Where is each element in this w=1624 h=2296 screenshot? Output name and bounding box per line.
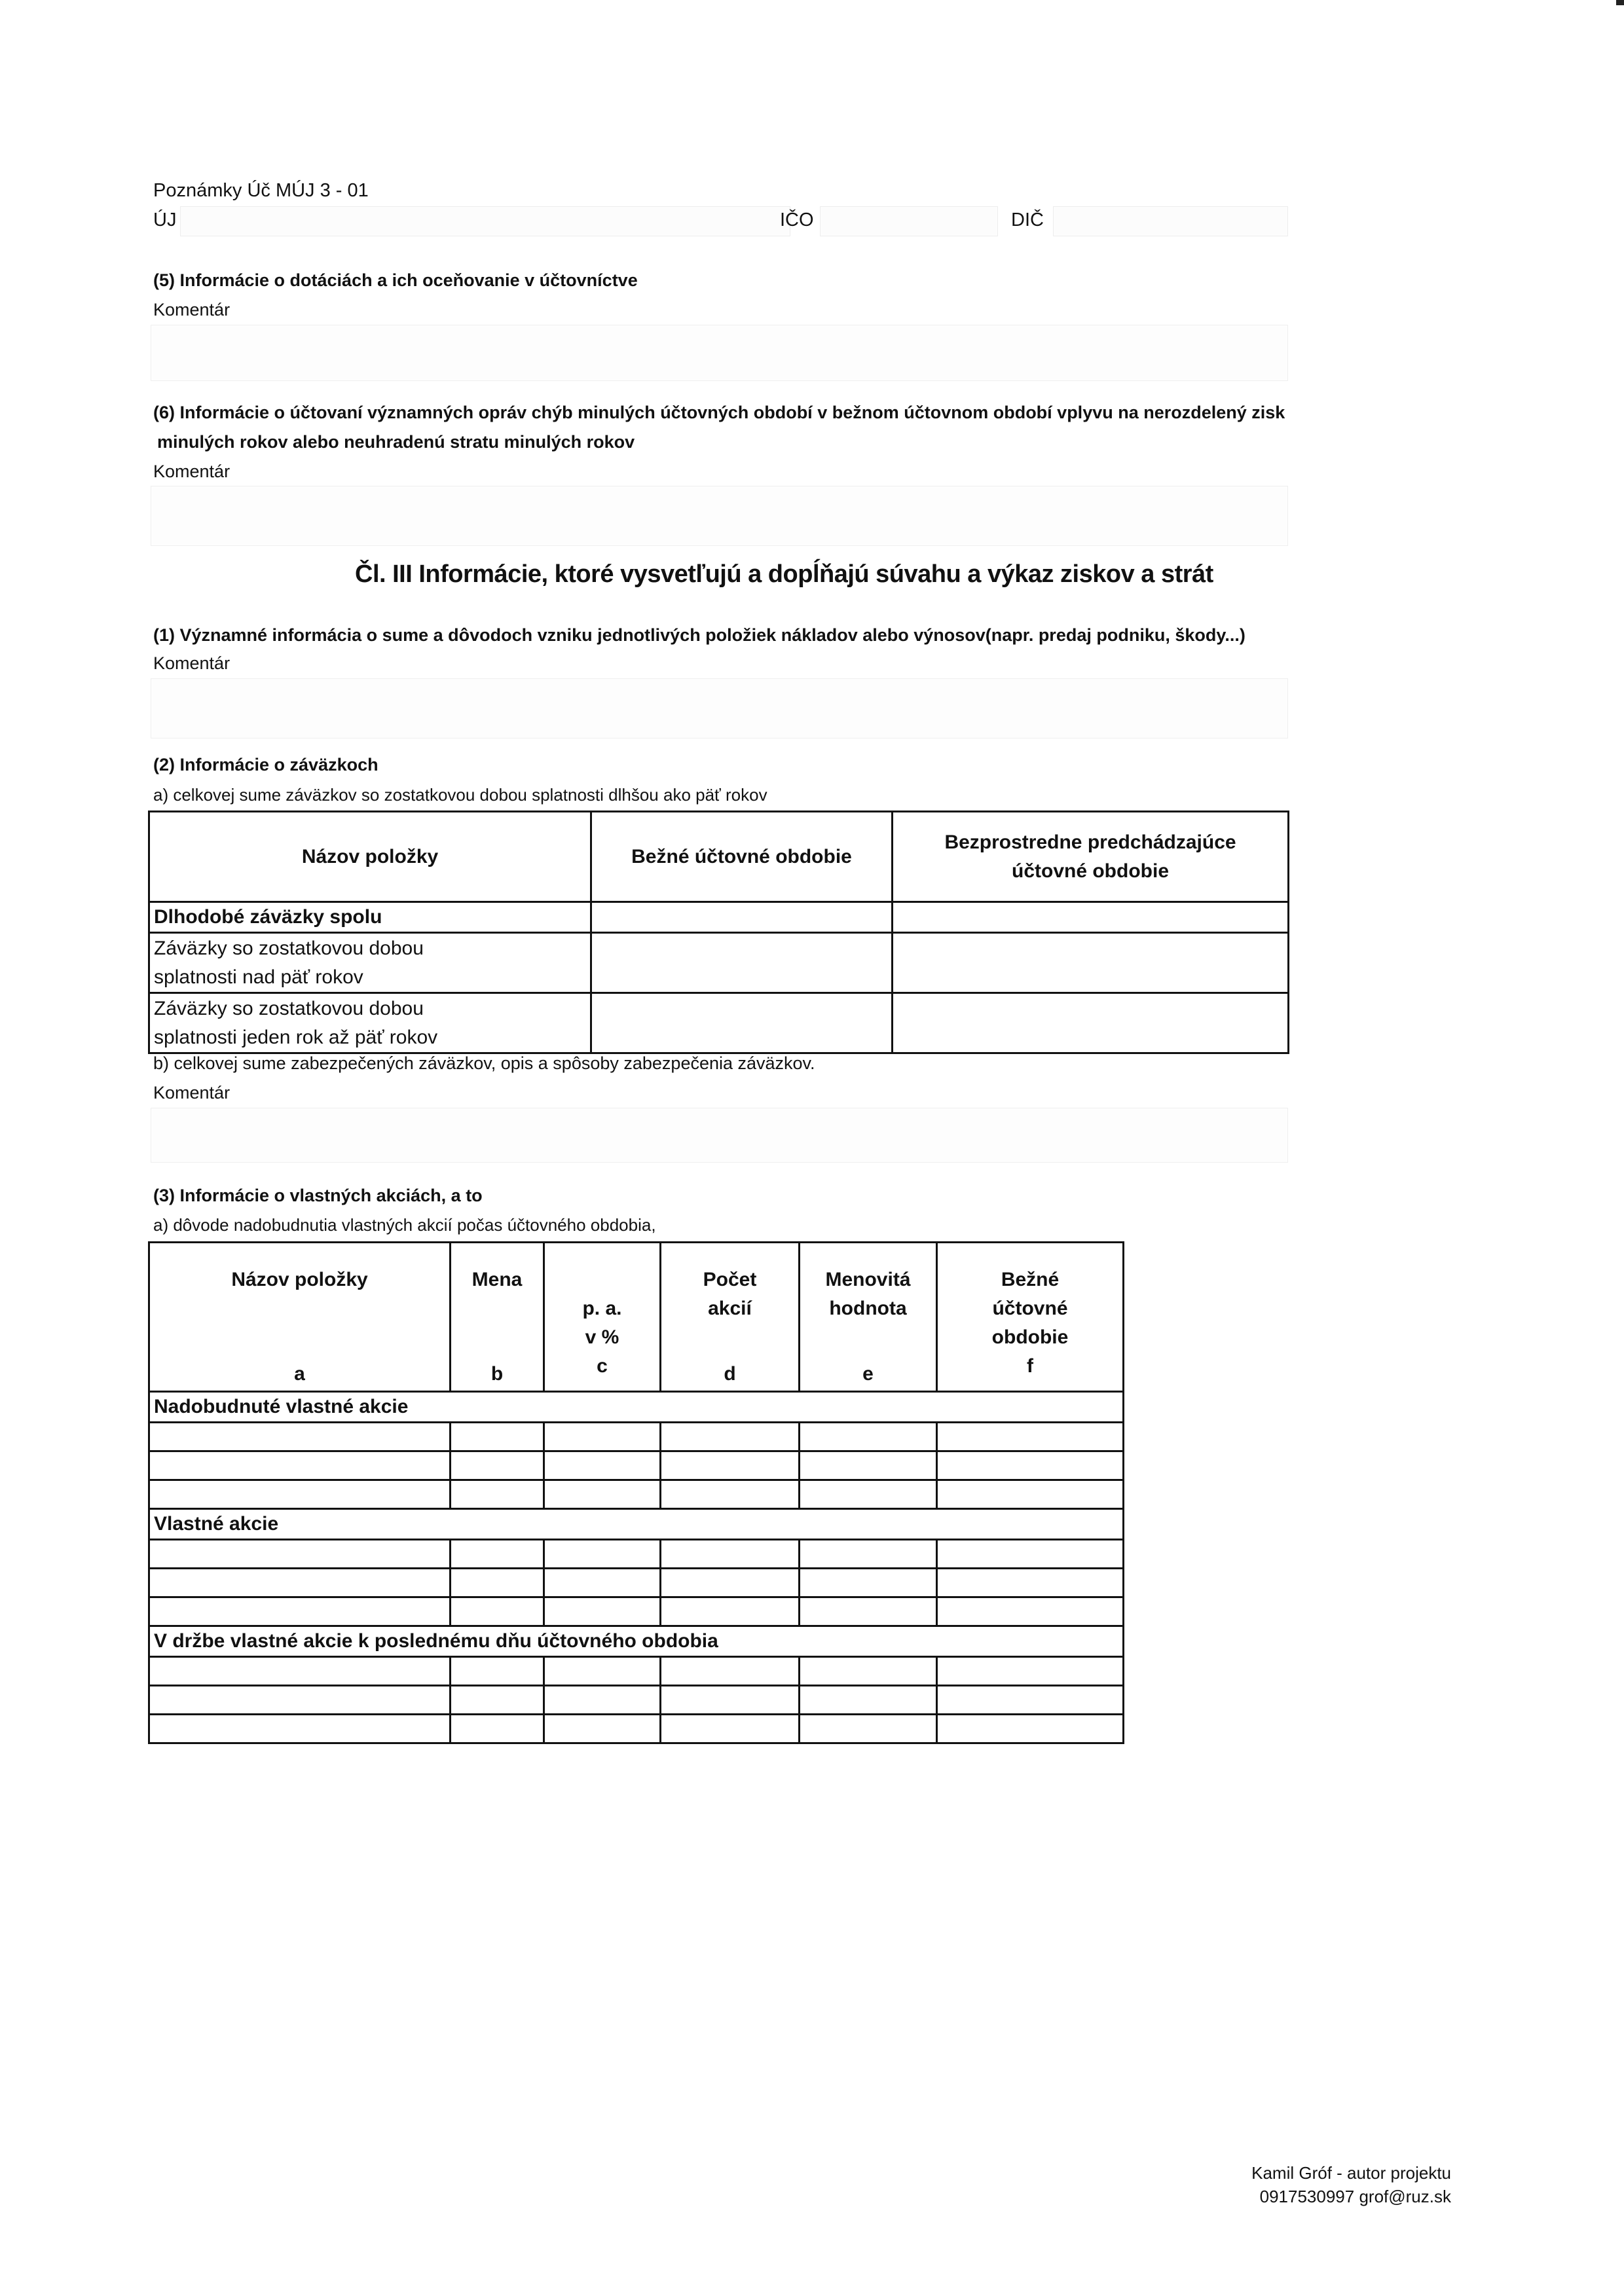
liabilities-header-row	[149, 812, 1289, 902]
previous-period-cell[interactable]	[893, 933, 1289, 993]
col-d-header	[661, 1243, 800, 1392]
section-row-held	[149, 1626, 1124, 1657]
cell-c[interactable]	[544, 1540, 661, 1569]
cell-d[interactable]	[661, 1657, 800, 1686]
cell-f[interactable]	[937, 1451, 1124, 1480]
scan-edge-mark	[1616, 0, 1624, 5]
cell-f[interactable]	[937, 1657, 1124, 1686]
cell-d[interactable]	[661, 1423, 800, 1451]
table-row	[149, 1540, 1124, 1569]
cell-c[interactable]	[544, 1480, 661, 1509]
cell-b[interactable]	[451, 1597, 544, 1626]
cell-a[interactable]	[149, 1451, 451, 1480]
dic-input[interactable]	[1053, 206, 1288, 236]
sec6-comment-label: Komentár	[153, 462, 231, 481]
cell-c[interactable]	[544, 1451, 661, 1480]
liabilities-col-name: Názov položky	[149, 812, 591, 902]
col-f-header	[937, 1243, 1124, 1392]
cell-e[interactable]	[800, 1480, 937, 1509]
col-b-letter: b	[490, 1363, 504, 1385]
cell-c[interactable]	[544, 1597, 661, 1626]
cell-e[interactable]	[800, 1686, 937, 1715]
cell-b[interactable]	[451, 1480, 544, 1509]
sec5-comment-label: Komentár	[153, 300, 231, 319]
cell-e[interactable]	[800, 1569, 937, 1597]
table-row	[149, 1480, 1124, 1509]
cell-a[interactable]	[149, 1715, 451, 1743]
previous-period-cell[interactable]	[893, 993, 1289, 1053]
liabilities-table	[148, 811, 1289, 1054]
ico-label: IČO	[780, 210, 814, 230]
cell-d[interactable]	[661, 1451, 800, 1480]
col-c-title-1: p. a.	[582, 1298, 622, 1319]
cell-e[interactable]	[800, 1597, 937, 1626]
cell-e[interactable]	[800, 1423, 937, 1451]
section-label-acquired: Nadobudnuté vlastné akcie	[149, 1392, 1124, 1423]
own-shares-table	[148, 1241, 1124, 1744]
cell-d[interactable]	[661, 1686, 800, 1715]
cell-b[interactable]	[451, 1451, 544, 1480]
uj-label: ÚJ	[153, 210, 177, 230]
sec2-comment-label: Komentár	[153, 1083, 231, 1102]
table-row	[149, 1597, 1124, 1626]
col-c-header	[544, 1243, 661, 1392]
sec1-comment-label: Komentár	[153, 653, 231, 673]
footer-author: Kamil Gróf - autor projektu	[1251, 2163, 1451, 2183]
col-f-title-2: účtovné	[992, 1298, 1068, 1319]
cell-b[interactable]	[451, 1423, 544, 1451]
cell-a[interactable]	[149, 1423, 451, 1451]
sec2-sub-a: a) celkovej sume záväzkov so zostatkovou dobou splatnosti dlhšou ako päť rokov	[153, 785, 767, 805]
cell-d[interactable]	[661, 1480, 800, 1509]
sec6-comment-box[interactable]	[151, 486, 1288, 546]
col-d-letter: d	[724, 1363, 736, 1385]
cell-e[interactable]	[800, 1451, 937, 1480]
row-label: Záväzky so zostatkovou dobou splatnosti nad päť rokov	[149, 933, 591, 993]
cell-c[interactable]	[544, 1686, 661, 1715]
cell-f[interactable]	[937, 1597, 1124, 1626]
col-e-title-1: Menovitá	[825, 1269, 911, 1290]
col-e-header	[800, 1243, 937, 1392]
col-f-title-3: obdobie	[991, 1326, 1069, 1348]
cell-d[interactable]	[661, 1597, 800, 1626]
col-b-header	[451, 1243, 544, 1392]
article3-heading: Čl. III Informácie, ktoré vysvetľujú a dopĺňajú súvahu a výkaz ziskov a strát	[355, 560, 1213, 588]
table-row	[149, 1423, 1124, 1451]
current-period-cell[interactable]	[591, 993, 893, 1053]
cell-b[interactable]	[451, 1569, 544, 1597]
sec2-sub-b: b) celkovej sume zabezpečených záväzkov, opis a spôsoby zabezpečenia záväzkov.	[153, 1053, 815, 1073]
cell-a[interactable]	[149, 1540, 451, 1569]
sec6-title-line2: minulých rokov alebo neuhradenú stratu minulých rokov	[157, 432, 635, 452]
cell-d[interactable]	[661, 1715, 800, 1743]
cell-e[interactable]	[800, 1657, 937, 1686]
row-label: Dlhodobé záväzky spolu	[149, 902, 591, 933]
col-e-title-2: hodnota	[829, 1298, 907, 1319]
cell-a[interactable]	[149, 1480, 451, 1509]
footer-contact: 0917530997 grof@ruz.sk	[1259, 2187, 1451, 2206]
cell-d[interactable]	[661, 1540, 800, 1569]
col-c-title-2: v %	[585, 1326, 619, 1348]
own-shares-header-row	[149, 1243, 1124, 1392]
cell-a[interactable]	[149, 1569, 451, 1597]
section-row-acquired	[149, 1392, 1124, 1423]
row-label: Záväzky so zostatkovou dobou splatnosti jeden rok až päť rokov	[149, 993, 591, 1053]
table-row	[149, 1451, 1124, 1480]
dic-label: DIČ	[1011, 210, 1044, 230]
cell-f[interactable]	[937, 1423, 1124, 1451]
cell-b[interactable]	[451, 1686, 544, 1715]
col-a-title: Názov položky	[231, 1269, 368, 1290]
cell-b[interactable]	[451, 1657, 544, 1686]
table-row	[149, 1715, 1124, 1743]
cell-f[interactable]	[937, 1480, 1124, 1509]
sec1-comment-box[interactable]	[151, 678, 1288, 738]
col-d-title-2: akcií	[708, 1298, 752, 1319]
ico-input[interactable]	[820, 206, 998, 236]
table-row	[149, 993, 1289, 1053]
uj-input[interactable]	[180, 206, 790, 236]
cell-c[interactable]	[544, 1569, 661, 1597]
cell-f[interactable]	[937, 1569, 1124, 1597]
col-f-title-1: Bežné	[1001, 1269, 1060, 1290]
liabilities-col-previous: Bezprostredne predchádzajúce účtovné obdobie	[893, 812, 1289, 902]
col-e-letter: e	[862, 1363, 874, 1385]
table-row	[149, 1686, 1124, 1715]
sec6-title-line1: (6) Informácie o účtovaní významných opráv chýb minulých účtovných období v bežnom účtovnom období vplyvu na nerozdelený zisk	[153, 403, 1285, 422]
cell-e[interactable]	[800, 1715, 937, 1743]
cell-b[interactable]	[451, 1715, 544, 1743]
cell-a[interactable]	[149, 1686, 451, 1715]
col-a-header	[149, 1243, 451, 1392]
cell-f[interactable]	[937, 1540, 1124, 1569]
cell-f[interactable]	[937, 1686, 1124, 1715]
sec5-comment-box[interactable]	[151, 325, 1288, 381]
sec1-title: (1) Významné informácia o sume a dôvodoch vzniku jednotlivých položiek nákladov alebo výnosov(napr. predaj podniku, škody...)	[153, 625, 1246, 645]
table-row	[149, 902, 1289, 933]
col-c-letter: c	[597, 1355, 608, 1377]
table-row	[149, 1569, 1124, 1597]
section-row-own	[149, 1509, 1124, 1540]
form-title: Poznámky Úč MÚJ 3 - 01	[153, 180, 369, 201]
sec2-comment-box[interactable]	[151, 1108, 1288, 1163]
section-label-own: Vlastné akcie	[149, 1509, 1124, 1540]
cell-d[interactable]	[661, 1569, 800, 1597]
cell-a[interactable]	[149, 1657, 451, 1686]
sec3-title: (3) Informácie o vlastných akciách, a to	[153, 1186, 483, 1205]
sec5-title: (5) Informácie o dotáciách a ich oceňovanie v účtovníctve	[153, 270, 638, 290]
liabilities-col-current: Bežné účtovné obdobie	[591, 812, 893, 902]
col-a-letter: a	[294, 1363, 305, 1385]
current-period-cell[interactable]	[591, 933, 893, 993]
table-row	[149, 1657, 1124, 1686]
cell-e[interactable]	[800, 1540, 937, 1569]
sec2-title: (2) Informácie o záväzkoch	[153, 755, 378, 774]
cell-a[interactable]	[149, 1597, 451, 1626]
section-label-held: V držbe vlastné akcie k poslednému dňu účtovného obdobia	[149, 1626, 1124, 1657]
col-b-title: Mena	[471, 1269, 523, 1290]
col-f-letter: f	[1027, 1355, 1033, 1377]
cell-c[interactable]	[544, 1423, 661, 1451]
previous-period-cell[interactable]	[893, 902, 1289, 933]
current-period-cell[interactable]	[591, 902, 893, 933]
sec3-sub-a: a) dôvode nadobudnutia vlastných akcií počas účtovného obdobia,	[153, 1215, 656, 1235]
cell-c[interactable]	[544, 1715, 661, 1743]
table-row	[149, 933, 1289, 993]
cell-c[interactable]	[544, 1657, 661, 1686]
col-d-title-1: Počet	[703, 1269, 757, 1290]
cell-f[interactable]	[937, 1715, 1124, 1743]
cell-b[interactable]	[451, 1540, 544, 1569]
